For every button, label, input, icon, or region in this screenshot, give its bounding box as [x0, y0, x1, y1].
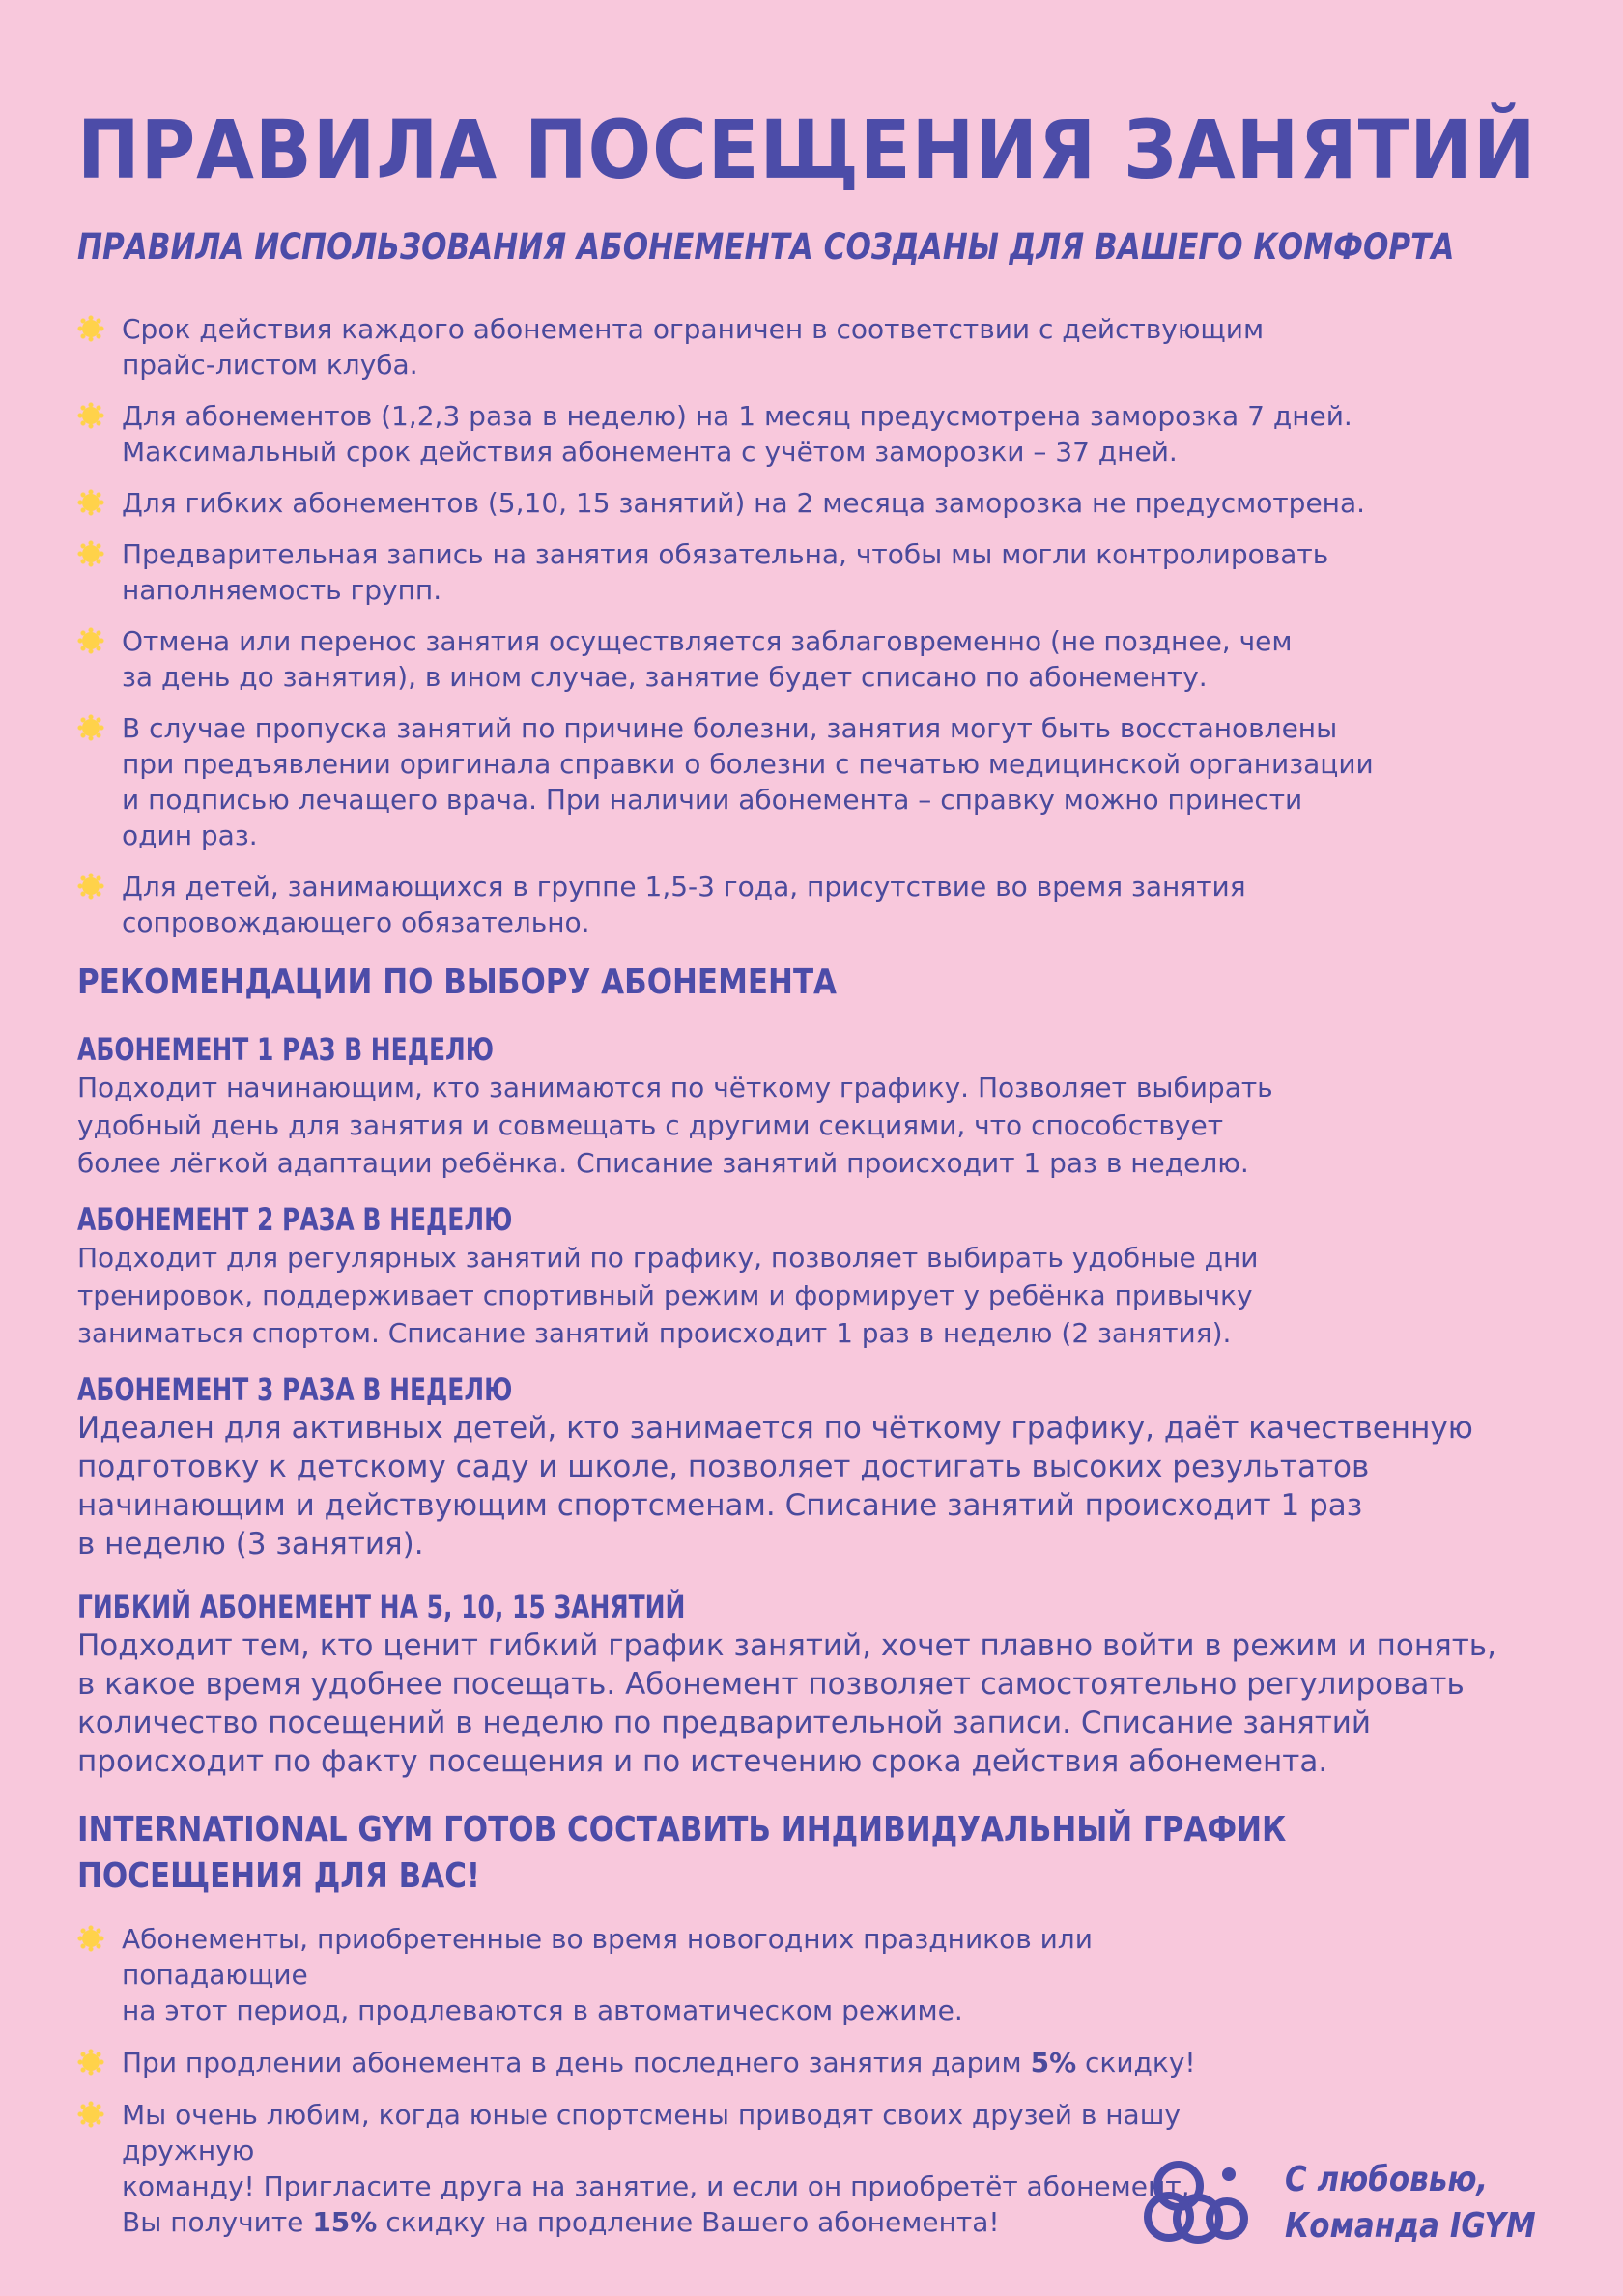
sun-bullet-icon: [77, 714, 104, 741]
list-item: Отмена или перенос занятия осуществляется заблаговременно (не позднее, чем за день до занятия), в ином случае, занятие будет списано по абонементу.: [77, 623, 1565, 695]
individual-heading-line2: ПОСЕЩЕНИЯ ДЛЯ ВАС!: [77, 1856, 481, 1896]
plan-title: АБОНЕМЕНТ 1 РАЗ В НЕДЕЛЮ: [77, 1031, 495, 1068]
discount-15: 15%: [312, 2206, 378, 2238]
sun-bullet-icon: [77, 1925, 104, 1952]
sun-bullet-icon: [77, 873, 104, 900]
discount-5: 5%: [1030, 2047, 1077, 2079]
plan-flexible: ГИБКИЙ АБОНЕМЕНТ НА 5, 10, 15 ЗАНЯТИЙ Подходит тем, кто ценит гибкий график занятий, хочет плавно войти в режим и понять, в какое время удобнее посещать. Абонемент позволяет самостоятельно регулировать количество посещений в неделю по предварительной записи. Списание занятий происходит по факту посещения и по истечению срока действия абонемента.: [77, 1589, 1496, 1779]
recommendations-heading: РЕКОМЕНДАЦИИ ПО ВЫБОРУ АБОНЕМЕНТА: [77, 962, 838, 1002]
sun-bullet-icon: [77, 627, 104, 654]
sun-bullet-icon: [77, 2101, 104, 2128]
plan-twice-weekly: АБОНЕМЕНТ 2 РАЗА В НЕДЕЛЮ Подходит для регулярных занятий по графику, позволяет выбирать удобные дни тренировок, поддерживает спортивный режим и формирует у ребёнка привычку заниматься спортом. Списание занятий происходит 1 раз в неделю (2 занятия).: [77, 1201, 1259, 1349]
signature-line1: С любовью,: [1285, 2160, 1489, 2199]
plan-title: ГИБКИЙ АБОНЕМЕНТ НА 5, 10, 15 ЗАНЯТИЙ: [77, 1589, 686, 1625]
list-item: Предварительная запись на занятия обязательна, чтобы мы могли контролировать наполняемость групп.: [77, 536, 1565, 608]
plan-three-weekly: АБОНЕМЕНТ 3 РАЗА В НЕДЕЛЮ Идеален для активных детей, кто занимается по чёткому графику, даёт качественную подготовку к детскому саду и школе, позволяет достигать высоких результатов начинающим и действующим спортсменам. Списание занятий происходит 1 раз в неделю (3 занятия).: [77, 1371, 1473, 1562]
sun-bullet-icon: [77, 540, 104, 567]
individual-heading-line1: INTERNATIONAL GYM ГОТОВ СОСТАВИТЬ ИНДИВИДУАЛЬНЫЙ ГРАФИК: [77, 1810, 1287, 1850]
sun-bullet-icon: [77, 315, 104, 342]
sun-bullet-icon: [77, 489, 104, 516]
plan-once-weekly: АБОНЕМЕНТ 1 РАЗ В НЕДЕЛЮ Подходит начинающим, кто занимаются по чёткому графику. Позволяет выбирать удобный день для занятия и совмещать с другими секциями, что способствует более лёгкой адаптации ребёнка. Списание занятий происходит 1 раз в неделю.: [77, 1031, 1273, 1179]
plan-title: АБОНЕМЕНТ 2 РАЗА В НЕДЕЛЮ: [77, 1201, 513, 1238]
list-item: Мы очень любим, когда юные спортсмены приводят своих друзей в нашу дружную команду! Пригласите друга на занятие, и если он приобретёт абонемент, Вы получите 15% скидку на продление Вашего абонемента!: [77, 2097, 1217, 2240]
signature: [1140, 2145, 1565, 2281]
bonus-list: [77, 1921, 1217, 2256]
signature-line2: Команда IGYM: [1285, 2206, 1536, 2246]
list-item: Срок действия каждого абонемента ограничен в соответствии с действующим прайс-листом клуба.: [77, 311, 1565, 383]
rules-list: [77, 311, 1565, 956]
list-item: В случае пропуска занятий по причине болезни, занятия могут быть восстановлены при предъявлении оригинала справки о болезни с печатью медицинской организации и подписью лечащего врача. При наличии абонемента – справку можно принести один раз.: [77, 710, 1565, 853]
igym-logo-icon: [1140, 2145, 1256, 2252]
list-item: Абонементы, приобретенные во время новогодних праздников или попадающие на этот период, продлеваются в автоматическом режиме.: [77, 1921, 1217, 2028]
page-subtitle: ПРАВИЛА ИСПОЛЬЗОВАНИЯ АБОНЕМЕНТА СОЗДАНЫ ДЛЯ ВАШЕГО КОМФОРТА: [77, 226, 1455, 268]
sun-bullet-icon: [77, 402, 104, 429]
list-item: Для детей, занимающихся в группе 1,5-3 года, присутствие во время занятия сопровождающего обязательно.: [77, 869, 1565, 940]
plan-title: АБОНЕМЕНТ 3 РАЗА В НЕДЕЛЮ: [77, 1371, 513, 1408]
list-item: При продлении абонемента в день последнего занятия дарим 5% скидку!: [77, 2045, 1217, 2081]
list-item: Для абонементов (1,2,3 раза в неделю) на 1 месяц предусмотрена заморозка 7 дней. Максимальный срок действия абонемента с учётом заморозки – 37 дней.: [77, 398, 1565, 470]
sun-bullet-icon: [77, 2049, 104, 2076]
list-item: Для гибких абонементов (5,10, 15 занятий) на 2 месяца заморозка не предусмотрена.: [77, 485, 1565, 521]
page-title: ПРАВИЛА ПОСЕЩЕНИЯ ЗАНЯТИЙ: [77, 102, 1537, 197]
